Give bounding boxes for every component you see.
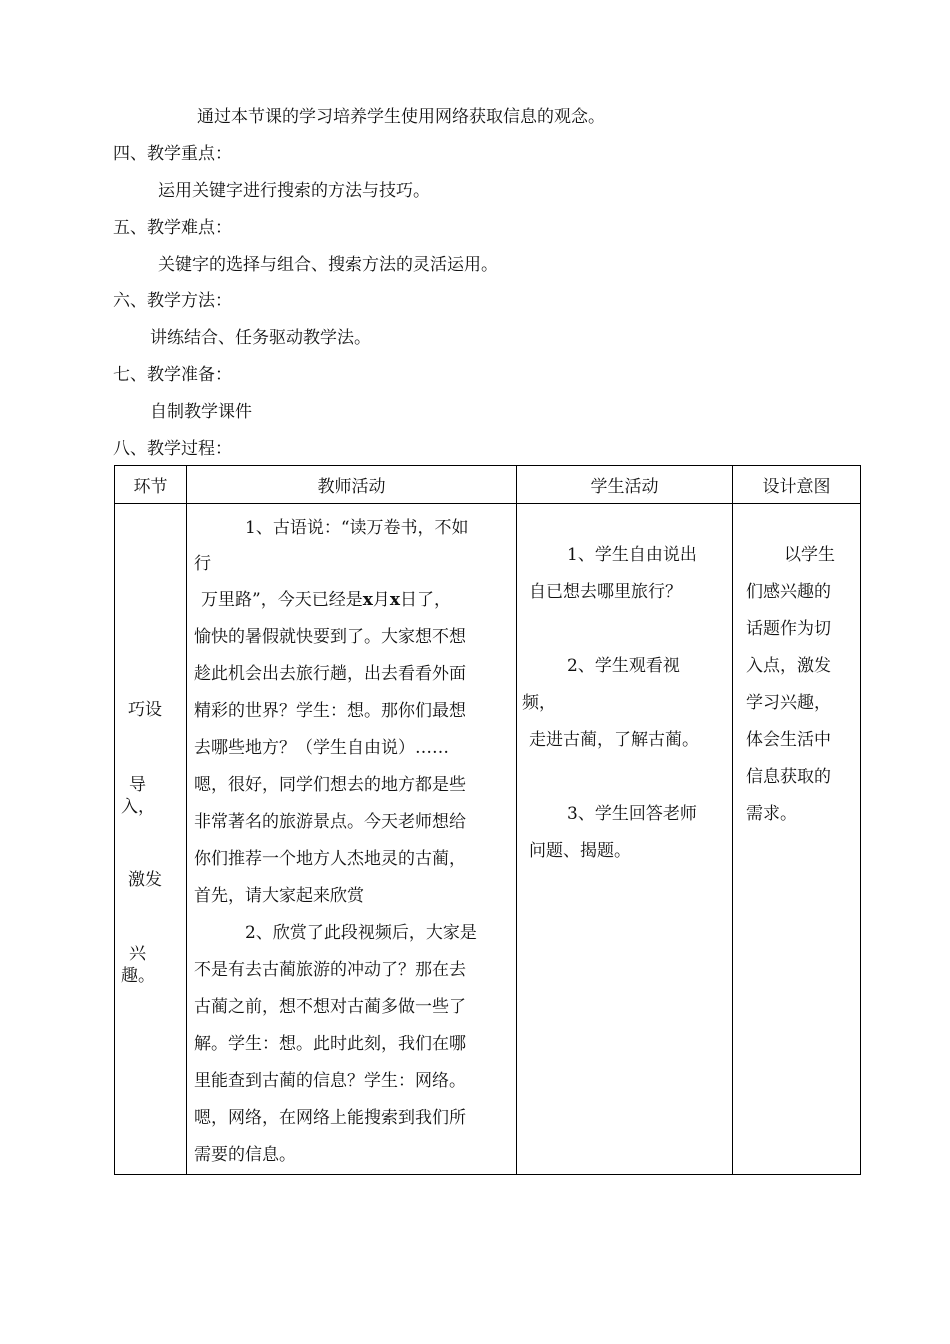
- section-content-key-points: 运用关键字进行搜索的方法与技巧。: [158, 181, 430, 201]
- student-line: 频，: [522, 693, 556, 713]
- student-line: 1、学生自由说出: [567, 545, 697, 565]
- teacher-activity-cell: [187, 504, 517, 1175]
- student-line: 2、学生观看视: [567, 656, 680, 676]
- teacher-line: 解。学生：想。此时此刻，我们在哪: [194, 1034, 466, 1054]
- section-content-difficulties: 关键字的选择与组合、搜索方法的灵活运用。: [158, 255, 498, 275]
- teacher-line: 2、欣赏了此段视频后，大家是: [245, 923, 477, 943]
- section-heading-key-points: 四、教学重点：: [113, 144, 232, 164]
- teacher-line: 去哪些地方？（学生自由说）……: [194, 738, 449, 758]
- teacher-line: 1、古语说：“读万卷书，不如: [245, 518, 469, 538]
- teacher-line-part: x: [389, 590, 400, 610]
- header-teacher-activity: 教师活动: [187, 466, 517, 504]
- intent-line: 学习兴趣，: [746, 693, 831, 713]
- teacher-line: 古蔺之前，想不想对古蔺多做一些了: [194, 997, 466, 1017]
- section-heading-methods: 六、教学方法：: [113, 291, 232, 311]
- intent-line: 体会生活中: [746, 730, 831, 750]
- student-line: 自已想去哪里旅行？: [529, 582, 682, 602]
- design-intent-cell: [733, 504, 861, 1175]
- teacher-line: 嗯，网络，在网络上能搜索到我们所: [194, 1108, 466, 1128]
- stage-line: 入，: [121, 797, 155, 817]
- intent-line: 们感兴趣的: [746, 582, 831, 602]
- teacher-line: 愉快的暑假就快要到了。大家想不想: [194, 627, 466, 647]
- teacher-line: 行: [194, 554, 211, 574]
- student-activity-cell: [517, 504, 733, 1175]
- student-line: 3、学生回答老师: [567, 804, 697, 824]
- header-design-intent: 设计意图: [733, 466, 861, 504]
- teacher-line: 趁此机会出去旅行趟，出去看看外面: [194, 664, 466, 684]
- student-line: 走进古蔺，了解古蔺。: [529, 730, 699, 750]
- section-heading-preparation: 七、教学准备：: [113, 365, 232, 385]
- stage-line: 趣。: [121, 966, 155, 986]
- teacher-line: 你们推荐一个地方人杰地灵的古蔺，: [194, 849, 466, 869]
- stage-line: 兴: [129, 944, 146, 964]
- section-content-preparation: 自制教学课件: [150, 402, 252, 422]
- intent-line: 入点，激发: [746, 656, 831, 676]
- teacher-line-part: 万里路”，今天已经是: [201, 590, 363, 610]
- teacher-line: 精彩的世界？学生：想。那你们最想: [194, 701, 466, 721]
- stage-line: 激发: [128, 870, 162, 890]
- section-heading-process: 八、教学过程：: [113, 439, 232, 459]
- header-stage: 环节: [115, 466, 187, 504]
- stage-cell: [115, 504, 187, 1175]
- stage-line: 导: [129, 775, 146, 795]
- intent-line: 需求。: [746, 804, 797, 824]
- section-heading-difficulties: 五、教学难点：: [113, 218, 232, 238]
- teacher-line: 需要的信息。: [194, 1145, 296, 1165]
- table-header-row: [115, 466, 861, 504]
- table-row: [115, 504, 861, 1175]
- intent-line: 信息获取的: [746, 767, 831, 787]
- student-line: 问题、揭题。: [529, 841, 631, 861]
- teacher-line-part: 日了，: [399, 590, 451, 610]
- teacher-line: 不是有去古蔺旅游的冲动了？那在去: [194, 960, 466, 980]
- teacher-line: 嗯，很好，同学们想去的地方都是些: [194, 775, 466, 795]
- teacher-line: 非常著名的旅游景点。今天老师想给: [194, 812, 466, 832]
- teacher-line: 首先，请大家起来欣赏: [194, 886, 364, 906]
- teacher-line-part: x: [362, 590, 373, 610]
- header-student-activity: 学生活动: [517, 466, 733, 504]
- stage-line: 巧设: [128, 700, 162, 720]
- teacher-line: 里能查到古蔺的信息？学生：网络。: [194, 1071, 466, 1091]
- section-content-methods: 讲练结合、任务驱动教学法。: [150, 328, 371, 348]
- teacher-line-part: 月: [372, 590, 390, 610]
- intent-line: 以学生: [784, 545, 835, 565]
- goal-line: 通过本节课的学习培养学生使用网络获取信息的观念。: [197, 107, 605, 127]
- teaching-process-table: [114, 465, 861, 1175]
- intent-line: 话题作为切: [746, 619, 831, 639]
- teacher-line: [201, 590, 451, 610]
